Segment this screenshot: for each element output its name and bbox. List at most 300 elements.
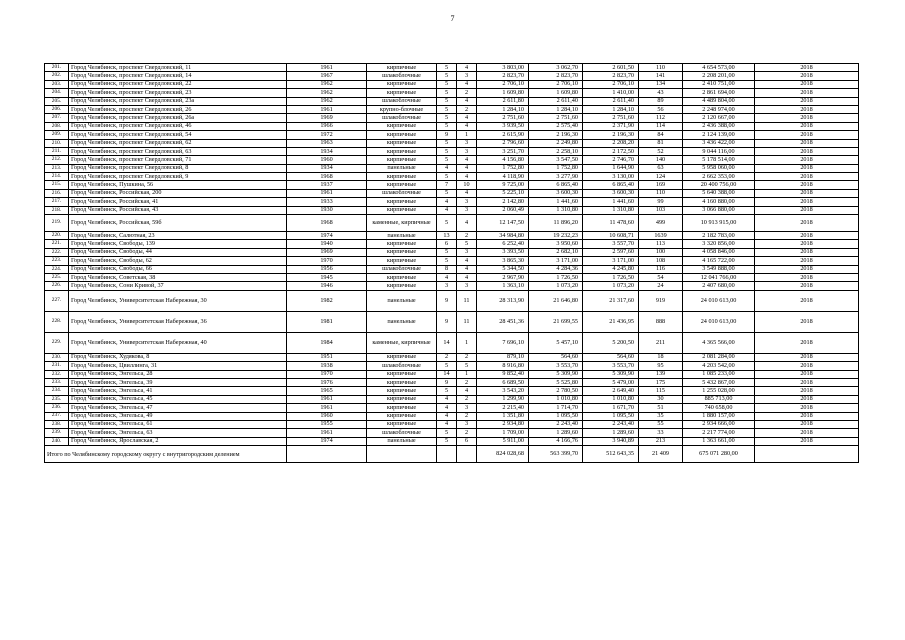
year-cell: 1960: [287, 156, 367, 164]
year-cell: 1946: [287, 282, 367, 290]
residents-cell: 81: [639, 139, 683, 147]
row-number: 217.: [45, 198, 69, 206]
area3-cell: 3 600,30: [583, 189, 639, 197]
entrances-cell: 2: [457, 429, 477, 437]
year-cell: 1962: [287, 97, 367, 105]
year-cell: 1963: [287, 139, 367, 147]
residents-cell: 141: [639, 72, 683, 80]
plan-year-cell: 2018: [755, 89, 859, 97]
address-cell: Город Челябинск, Ярославская, 2: [69, 437, 287, 445]
area2-cell: 3 547,50: [529, 156, 583, 164]
row-number: 222.: [45, 248, 69, 256]
area2-cell: 2 243,40: [529, 420, 583, 428]
address-cell: Город Челябинск, Пушкина, 56: [69, 181, 287, 189]
table-row: [45, 206, 859, 214]
table-row: [45, 89, 859, 97]
entrances-cell: 3: [457, 282, 477, 290]
table-row: [45, 395, 859, 403]
row-number: 210.: [45, 139, 69, 147]
floors-cell: 4: [437, 420, 457, 428]
table-row: [45, 114, 859, 122]
total-area-cell: 1 284,10: [477, 105, 529, 113]
material-cell: кирпичные: [367, 395, 437, 403]
floors-cell: 5: [437, 437, 457, 445]
area2-cell: 11 896,20: [529, 215, 583, 232]
area3-cell: 1 726,50: [583, 273, 639, 281]
area3-cell: 564,60: [583, 353, 639, 361]
material-cell: кирпичные: [367, 206, 437, 214]
row-number: 220.: [45, 232, 69, 240]
floors-cell: 5: [437, 173, 457, 181]
plan-year-cell: 2018: [755, 72, 859, 80]
material-cell: шлакоблочные: [367, 114, 437, 122]
total-area-cell: 4 118,90: [477, 173, 529, 181]
plan-year-cell: 2018: [755, 429, 859, 437]
table-row: [45, 248, 859, 256]
plan-year-cell: 2018: [755, 282, 859, 290]
area2-cell: 3 277,90: [529, 173, 583, 181]
table-row: [45, 173, 859, 181]
material-cell: панельные: [367, 232, 437, 240]
year-cell: 1945: [287, 273, 367, 281]
area2-cell: 564,60: [529, 353, 583, 361]
address-cell: Город Челябинск, Университетская Набережная, 36: [69, 311, 287, 332]
row-number: 229.: [45, 332, 69, 353]
total-empty-cell: [367, 446, 437, 463]
material-cell: шлакоблочные: [367, 429, 437, 437]
table-row: [45, 147, 859, 155]
address-cell: Город Челябинск, Свободы, 139: [69, 240, 287, 248]
residents-cell: 43: [639, 89, 683, 97]
entrances-cell: 4: [457, 257, 477, 265]
table-row: [45, 97, 859, 105]
area2-cell: 1 441,60: [529, 198, 583, 206]
plan-year-cell: 2018: [755, 265, 859, 273]
row-number: 227.: [45, 290, 69, 311]
floors-cell: 5: [437, 362, 457, 370]
table-row: [45, 412, 859, 420]
year-cell: 1937: [287, 181, 367, 189]
floors-cell: 5: [437, 105, 457, 113]
year-cell: 1962: [287, 80, 367, 88]
entrances-cell: 4: [457, 215, 477, 232]
plan-year-cell: 2018: [755, 311, 859, 332]
cost-cell: 2 861 694,00: [683, 89, 755, 97]
year-cell: 1951: [287, 353, 367, 361]
area2-cell: 19 232,23: [529, 232, 583, 240]
floors-cell: 5: [437, 387, 457, 395]
row-number: 223.: [45, 257, 69, 265]
address-cell: Город Челябинск, Российская, 200: [69, 189, 287, 197]
entrances-cell: 2: [457, 395, 477, 403]
entrances-cell: 4: [457, 64, 477, 72]
material-cell: кирпичные: [367, 420, 437, 428]
floors-cell: 5: [437, 80, 457, 88]
residents-cell: 888: [639, 311, 683, 332]
cost-cell: 2 124 139,00: [683, 131, 755, 139]
area2-cell: 5 457,10: [529, 332, 583, 353]
table-row: [45, 80, 859, 88]
floors-cell: 5: [437, 147, 457, 155]
address-cell: Город Челябинск, Энгельса, 41: [69, 387, 287, 395]
area3-cell: 5 309,90: [583, 370, 639, 378]
area3-cell: 3 557,70: [583, 240, 639, 248]
area3-cell: 2 611,40: [583, 97, 639, 105]
entrances-cell: 2: [457, 89, 477, 97]
total-area-cell: 879,10: [477, 353, 529, 361]
table-body: [45, 64, 859, 463]
cost-cell: 5 178 514,00: [683, 156, 755, 164]
total-area-cell: 1 363,10: [477, 282, 529, 290]
cost-cell: 4 654 573,00: [683, 64, 755, 72]
material-cell: кирпичные: [367, 387, 437, 395]
total-area-cell: 3 865,30: [477, 257, 529, 265]
residents-cell: 54: [639, 273, 683, 281]
plan-year-cell: 2018: [755, 122, 859, 130]
plan-year-cell: 2018: [755, 215, 859, 232]
area3-cell: 2 746,70: [583, 156, 639, 164]
total-area-cell: 1 299,90: [477, 395, 529, 403]
cost-cell: 10 913 915,00: [683, 215, 755, 232]
row-number: 232.: [45, 370, 69, 378]
entrances-cell: 4: [457, 114, 477, 122]
plan-year-cell: 2018: [755, 362, 859, 370]
year-cell: 1961: [287, 429, 367, 437]
floors-cell: 5: [437, 189, 457, 197]
floors-cell: 4: [437, 198, 457, 206]
area2-cell: 4 166,76: [529, 437, 583, 445]
entrances-cell: 4: [457, 189, 477, 197]
address-cell: Город Челябинск, проспект Свердловский, 63: [69, 147, 287, 155]
residents-cell: 124: [639, 173, 683, 181]
year-cell: 1967: [287, 72, 367, 80]
table-row: [45, 387, 859, 395]
floors-cell: 7: [437, 181, 457, 189]
area3-cell: 1 284,10: [583, 105, 639, 113]
cost-cell: 4 203 542,00: [683, 362, 755, 370]
table-row: [45, 257, 859, 265]
address-cell: Город Челябинск, проспект Свердловский, 22: [69, 80, 287, 88]
address-cell: Город Челябинск, Свободы, 44: [69, 248, 287, 256]
area2-cell: 3 062,70: [529, 64, 583, 72]
row-number: 211.: [45, 147, 69, 155]
area3-cell: 21 436,95: [583, 311, 639, 332]
row-number: 209.: [45, 131, 69, 139]
area2-cell: 2 249,80: [529, 139, 583, 147]
floors-cell: 9: [437, 378, 457, 386]
total-area-cell: 3 939,50: [477, 122, 529, 130]
area3-cell: 5 200,50: [583, 332, 639, 353]
area2-cell: 2 751,60: [529, 114, 583, 122]
total-area-cell: 2 967,90: [477, 273, 529, 281]
entrances-cell: 10: [457, 181, 477, 189]
material-cell: панельные: [367, 290, 437, 311]
residents-cell: 114: [639, 122, 683, 130]
address-cell: Город Челябинск, проспект Свердловский, 14: [69, 72, 287, 80]
area2-cell: 21 646,80: [529, 290, 583, 311]
entrances-cell: 4: [457, 122, 477, 130]
row-number: 240.: [45, 437, 69, 445]
table-row: [45, 420, 859, 428]
total-area-cell: 2 706,10: [477, 80, 529, 88]
cost-cell: 2 934 666,00: [683, 420, 755, 428]
area3-cell: 2 243,40: [583, 420, 639, 428]
entrances-cell: 4: [457, 173, 477, 181]
total-area-cell: 2 796,60: [477, 139, 529, 147]
area3-cell: 1 289,60: [583, 429, 639, 437]
row-number: 224.: [45, 265, 69, 273]
year-cell: 1982: [287, 290, 367, 311]
year-cell: 1966: [287, 122, 367, 130]
plan-year-cell: 2018: [755, 198, 859, 206]
entrances-cell: 3: [457, 72, 477, 80]
material-cell: кирпичные: [367, 378, 437, 386]
floors-cell: 9: [437, 290, 457, 311]
plan-year-cell: 2018: [755, 173, 859, 181]
residents-cell: 116: [639, 265, 683, 273]
cost-cell: 885 713,00: [683, 395, 755, 403]
address-cell: Город Челябинск, Худякова, 8: [69, 353, 287, 361]
address-cell: Город Челябинск, проспект Свердловский, 46: [69, 122, 287, 130]
material-cell: кирпичные: [367, 404, 437, 412]
floors-cell: 5: [437, 257, 457, 265]
area3-cell: 1 095,50: [583, 412, 639, 420]
area3-cell: 1 010,80: [583, 395, 639, 403]
address-cell: Город Челябинск, Энгельса, 63: [69, 429, 287, 437]
total-area-cell: 5 225,10: [477, 189, 529, 197]
total-area-cell: 6 252,40: [477, 240, 529, 248]
year-cell: 1981: [287, 311, 367, 332]
table-row: [45, 429, 859, 437]
area3-cell: 2 196,30: [583, 131, 639, 139]
plan-year-cell: 2018: [755, 378, 859, 386]
cost-cell: 12 041 766,00: [683, 273, 755, 281]
total-area-cell: 1 351,80: [477, 412, 529, 420]
residents-cell: 56: [639, 105, 683, 113]
entrances-cell: 4: [457, 387, 477, 395]
year-cell: 1933: [287, 198, 367, 206]
row-number: 228.: [45, 311, 69, 332]
cost-cell: 2 410 751,00: [683, 80, 755, 88]
area3-cell: 2 751,60: [583, 114, 639, 122]
address-cell: Город Челябинск, Университетская Набережная, 30: [69, 290, 287, 311]
row-number: 236.: [45, 404, 69, 412]
cost-cell: 1 085 233,00: [683, 370, 755, 378]
year-cell: 1972: [287, 131, 367, 139]
total-area-cell: 2 215,40: [477, 404, 529, 412]
table-row: [45, 215, 859, 232]
plan-year-cell: 2018: [755, 290, 859, 311]
area2-cell: 1 010,80: [529, 395, 583, 403]
residents-cell: 112: [639, 114, 683, 122]
floors-cell: 5: [437, 97, 457, 105]
year-cell: 1968: [287, 215, 367, 232]
material-cell: шлакоблочные: [367, 362, 437, 370]
residents-cell: 169: [639, 181, 683, 189]
entrances-cell: 6: [457, 437, 477, 445]
table-row: [45, 370, 859, 378]
area3-cell: 3 171,00: [583, 257, 639, 265]
plan-year-cell: 2018: [755, 248, 859, 256]
address-cell: Город Челябинск, Российская, 43: [69, 206, 287, 214]
material-cell: крупно-блочные: [367, 105, 437, 113]
year-cell: 1961: [287, 404, 367, 412]
row-number: 214.: [45, 173, 69, 181]
floors-cell: 9: [437, 131, 457, 139]
total-area-cell: 2 611,80: [477, 97, 529, 105]
area2-cell: 1 073,20: [529, 282, 583, 290]
area2-cell: 2 780,50: [529, 387, 583, 395]
year-cell: 1965: [287, 387, 367, 395]
floors-cell: 5: [437, 64, 457, 72]
total-area-cell: 2 142,80: [477, 198, 529, 206]
plan-year-cell: 2018: [755, 164, 859, 172]
area3-cell: 3 940,89: [583, 437, 639, 445]
material-cell: кирпичные: [367, 64, 437, 72]
plan-year-cell: 2018: [755, 189, 859, 197]
floors-cell: 6: [437, 240, 457, 248]
total-cost: 675 071 280,00: [683, 446, 755, 463]
area3-cell: 1 410,00: [583, 89, 639, 97]
material-cell: кирпичные: [367, 412, 437, 420]
row-number: 212.: [45, 156, 69, 164]
address-cell: Город Челябинск, проспект Свердловский, 11: [69, 64, 287, 72]
area3-cell: 2 706,10: [583, 80, 639, 88]
plan-year-cell: 2018: [755, 353, 859, 361]
row-number: 201.: [45, 64, 69, 72]
entrances-cell: 4: [457, 273, 477, 281]
address-cell: Город Челябинск, Сони Кривой, 37: [69, 282, 287, 290]
year-cell: 1976: [287, 378, 367, 386]
address-cell: Город Челябинск, проспект Свердловский, 23а: [69, 97, 287, 105]
entrances-cell: 2: [457, 105, 477, 113]
floors-cell: 3: [437, 282, 457, 290]
residents-cell: 1639: [639, 232, 683, 240]
row-number: 235.: [45, 395, 69, 403]
total-area-cell: 3 543,20: [477, 387, 529, 395]
floors-cell: 4: [437, 412, 457, 420]
total-area-cell: 28 313,90: [477, 290, 529, 311]
row-number: 216.: [45, 189, 69, 197]
row-number: 207.: [45, 114, 69, 122]
entrances-cell: 2: [457, 353, 477, 361]
cost-cell: 5 958 060,00: [683, 164, 755, 172]
material-cell: шлакоблочные: [367, 265, 437, 273]
area3-cell: 1 310,80: [583, 206, 639, 214]
area2-cell: 3 600,30: [529, 189, 583, 197]
total-area-cell: 34 984,80: [477, 232, 529, 240]
residents-cell: 33: [639, 429, 683, 437]
residents-cell: 35: [639, 412, 683, 420]
cost-cell: 4 365 566,00: [683, 332, 755, 353]
year-cell: 1974: [287, 437, 367, 445]
entrances-cell: 3: [457, 404, 477, 412]
entrances-cell: 5: [457, 362, 477, 370]
year-cell: 1961: [287, 64, 367, 72]
area2-cell: 2 706,10: [529, 80, 583, 88]
plan-year-cell: 2018: [755, 97, 859, 105]
area2-cell: 3 950,60: [529, 240, 583, 248]
row-number: 226.: [45, 282, 69, 290]
cost-cell: 5 432 867,00: [683, 378, 755, 386]
row-number: 234.: [45, 387, 69, 395]
area2-cell: 1 609,80: [529, 89, 583, 97]
material-cell: панельные: [367, 437, 437, 445]
cost-cell: 1 363 661,00: [683, 437, 755, 445]
table-row: [45, 362, 859, 370]
area2-cell: 2 196,30: [529, 131, 583, 139]
address-cell: Город Челябинск, Свободы, 62: [69, 257, 287, 265]
total-area-cell: 6 689,50: [477, 378, 529, 386]
address-cell: Город Челябинск, Энгельса, 49: [69, 412, 287, 420]
address-cell: Город Челябинск, Энгельса, 47: [69, 404, 287, 412]
entrances-cell: 3: [457, 147, 477, 155]
row-number: 230.: [45, 353, 69, 361]
area2-cell: 3 553,70: [529, 362, 583, 370]
area3-cell: 1 644,90: [583, 164, 639, 172]
row-number: 213.: [45, 164, 69, 172]
cost-cell: 9 044 116,00: [683, 147, 755, 155]
entrances-cell: 4: [457, 156, 477, 164]
area3-cell: 4 245,80: [583, 265, 639, 273]
area2-cell: 3 171,00: [529, 257, 583, 265]
residents-cell: 51: [639, 404, 683, 412]
total-area-cell: 5 911,00: [477, 437, 529, 445]
cost-cell: 2 436 388,00: [683, 122, 755, 130]
residents-cell: 55: [639, 420, 683, 428]
area2-cell: 5 309,90: [529, 370, 583, 378]
entrances-cell: 2: [457, 378, 477, 386]
total-area-cell: 2 615,90: [477, 131, 529, 139]
address-cell: Город Челябинск, проспект Свердловский, 54: [69, 131, 287, 139]
plan-year-cell: 2018: [755, 181, 859, 189]
year-cell: 1970: [287, 370, 367, 378]
year-cell: 1984: [287, 332, 367, 353]
entrances-cell: 2: [457, 232, 477, 240]
table-row: [45, 189, 859, 197]
plan-year-cell: 2018: [755, 206, 859, 214]
floors-cell: 2: [437, 353, 457, 361]
cost-cell: 24 010 613,00: [683, 311, 755, 332]
entrances-cell: 11: [457, 311, 477, 332]
total-area-cell: 8 916,80: [477, 362, 529, 370]
address-cell: Город Челябинск, Российская, 41: [69, 198, 287, 206]
material-cell: каменные, кирпичные: [367, 332, 437, 353]
total-area-cell: 3 393,50: [477, 248, 529, 256]
table-row: [45, 72, 859, 80]
material-cell: кирпичные: [367, 198, 437, 206]
plan-year-cell: 2018: [755, 114, 859, 122]
year-cell: 1934: [287, 164, 367, 172]
residents-cell: 89: [639, 97, 683, 105]
year-cell: 1969: [287, 248, 367, 256]
cost-cell: 3 549 888,00: [683, 265, 755, 273]
area3-cell: 2 371,90: [583, 122, 639, 130]
row-number: 215.: [45, 181, 69, 189]
area3-cell: 10 608,71: [583, 232, 639, 240]
residents-cell: 110: [639, 189, 683, 197]
material-cell: кирпичные: [367, 248, 437, 256]
plan-year-cell: 2018: [755, 131, 859, 139]
area2-cell: 5 525,80: [529, 378, 583, 386]
row-number: 239.: [45, 429, 69, 437]
plan-year-cell: 2018: [755, 257, 859, 265]
area2-cell: 2 682,10: [529, 248, 583, 256]
cost-cell: 4 165 722,00: [683, 257, 755, 265]
area3-cell: 2 649,40: [583, 387, 639, 395]
cost-cell: 2 120 667,00: [683, 114, 755, 122]
cost-cell: 1 255 028,00: [683, 387, 755, 395]
